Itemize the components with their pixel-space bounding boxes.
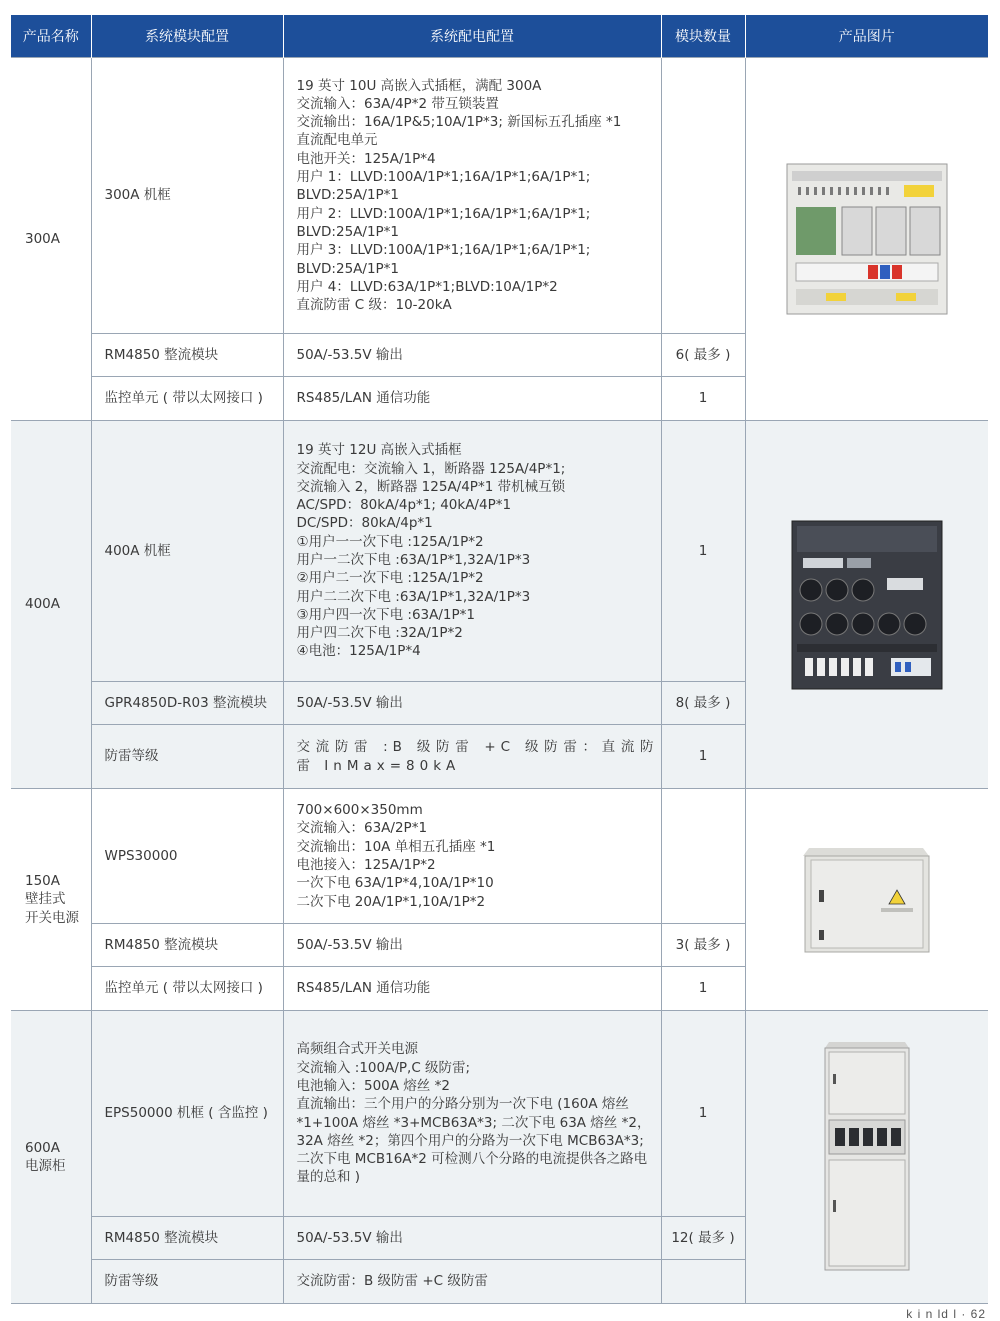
config-cell: 50A/-53.5V 输出	[283, 1217, 661, 1260]
product-name-cell: 300A	[11, 58, 91, 421]
config-cell: 700×600×350mm 交流输入：63A/2P*1 交流输出：10A 单相五孔插座 *1 电池接入：125A/1P*2 一次下电 63A/1P*4,10A/1P*10 二次下电 20A/1P*1,10A/1P*2	[283, 789, 661, 924]
product-image-cell	[745, 421, 988, 789]
wall-mount-box-icon	[797, 844, 937, 956]
product-image-cell	[745, 789, 988, 1011]
qty-cell: 1	[661, 725, 745, 789]
module-cell: RM4850 整流模块	[91, 1217, 283, 1260]
module-cell: 监控单元 ( 带以太网接口 )	[91, 967, 283, 1011]
header-product-name: 产品名称	[11, 15, 91, 58]
config-cell: 50A/-53.5V 输出	[283, 334, 661, 377]
header-module-qty: 模块数量	[661, 15, 745, 58]
config-cell: 50A/-53.5V 输出	[283, 924, 661, 967]
qty-cell	[661, 789, 745, 924]
module-cell: WPS30000	[91, 789, 283, 924]
qty-cell	[661, 58, 745, 334]
qty-cell: 1	[661, 967, 745, 1011]
product-image-cell	[745, 1011, 988, 1304]
product-name-cell: 150A 壁挂式 开关电源	[11, 789, 91, 1011]
table-row	[11, 1011, 988, 1217]
module-cell: 防雷等级	[91, 1260, 283, 1304]
qty-cell: 8( 最多 )	[661, 682, 745, 725]
config-cell: 50A/-53.5V 输出	[283, 682, 661, 725]
page-footer: k i n ld l · 62	[906, 1307, 986, 1321]
spec-table	[11, 15, 988, 1304]
module-cell: 400A 机框	[91, 421, 283, 682]
config-cell: RS485/LAN 通信功能	[283, 377, 661, 421]
table-row	[11, 421, 988, 682]
product-image-cell	[745, 58, 988, 421]
qty-cell: 1	[661, 377, 745, 421]
config-cell: 高频组合式开关电源 交流输入 :100A/P,C 级防雷; 电池输入：500A 熔丝 *2 直流输出：三个用户的分路分别为一次下电 (160A 熔丝 *1+100A 熔丝 *3+MCB63A*3; 二次下电 63A 熔丝 *2，32A 熔丝 *2；第四个用户的分路为一次下电 MCB63A*3; 二次下电 MCB16A*2 可检测八个分路的电流提供各之路电量的总和 )	[283, 1011, 661, 1217]
product-name-cell: 400A	[11, 421, 91, 789]
table-row	[11, 58, 988, 334]
module-cell: 300A 机框	[91, 58, 283, 334]
qty-cell: 12( 最多 )	[661, 1217, 745, 1260]
module-cell: RM4850 整流模块	[91, 924, 283, 967]
header-row	[11, 15, 988, 58]
rack-cabinet-300a-icon	[786, 163, 948, 315]
qty-cell: 1	[661, 421, 745, 682]
qty-cell: 1	[661, 1011, 745, 1217]
config-cell: RS485/LAN 通信功能	[283, 967, 661, 1011]
module-cell: 防雷等级	[91, 725, 283, 789]
config-cell: 交流防雷 :B 级防雷 +C 级防雷：直流防雷 InMax=80kA	[283, 725, 661, 789]
table-row	[11, 789, 988, 924]
qty-cell: 6( 最多 )	[661, 334, 745, 377]
header-power-config: 系统配电配置	[283, 15, 661, 58]
config-cell: 19 英寸 12U 高嵌入式插框 交流配电：交流输入 1，断路器 125A/4P*1; 交流输入 2，断路器 125A/4P*1 带机械互锁 AC/SPD：80kA/4p*1; 40kA/4P*1 DC/SPD：80kA/4p*1 ①用户一一次下电 :125A/1P*2 用户一二次下电 :63A/1P*1,32A/1P*3 ②用户二一次下电 :125A/1P*2 用户二二次下电 :63A/1P*1,32A/1P*3 ③用户四一次下电 :63A/1P*1 用户四二次下电 :32A/1P*2 ④电池：125A/1P*4	[283, 421, 661, 682]
module-cell: GPR4850D-R03 整流模块	[91, 682, 283, 725]
qty-cell: 3( 最多 )	[661, 924, 745, 967]
rack-cabinet-400a-icon	[791, 520, 943, 690]
module-cell: EPS50000 机框 ( 含监控 )	[91, 1011, 283, 1217]
power-cabinet-600a-icon	[819, 1040, 915, 1274]
header-module-config: 系统模块配置	[91, 15, 283, 58]
module-cell: RM4850 整流模块	[91, 334, 283, 377]
config-cell: 19 英寸 10U 高嵌入式插框，满配 300A 交流输入：63A/4P*2 带互锁装置 交流输出：16A/1P&5;10A/1P*3; 新国标五孔插座 *1 直流配电单元 电池开关：125A/1P*4 用户 1：LLVD:100A/1P*1;16A/1P*1;6A/1P*1; BLVD:25A/1P*1 用户 2：LLVD:100A/1P*1;16A/1P*1;6A/1P*1; BLVD:25A/1P*1 用户 3：LLVD:100A/1P*1;16A/1P*1;6A/1P*1; BLVD:25A/1P*1 用户 4：LLVD:63A/1P*1;BLVD:10A/1P*2 直流防雷 C 级：10-20kA	[283, 58, 661, 334]
header-product-image: 产品图片	[745, 15, 988, 58]
config-cell: 交流防雷：B 级防雷 +C 级防雷	[283, 1260, 661, 1304]
product-name-cell: 600A 电源柜	[11, 1011, 91, 1304]
qty-cell	[661, 1260, 745, 1304]
module-cell: 监控单元 ( 带以太网接口 )	[91, 377, 283, 421]
